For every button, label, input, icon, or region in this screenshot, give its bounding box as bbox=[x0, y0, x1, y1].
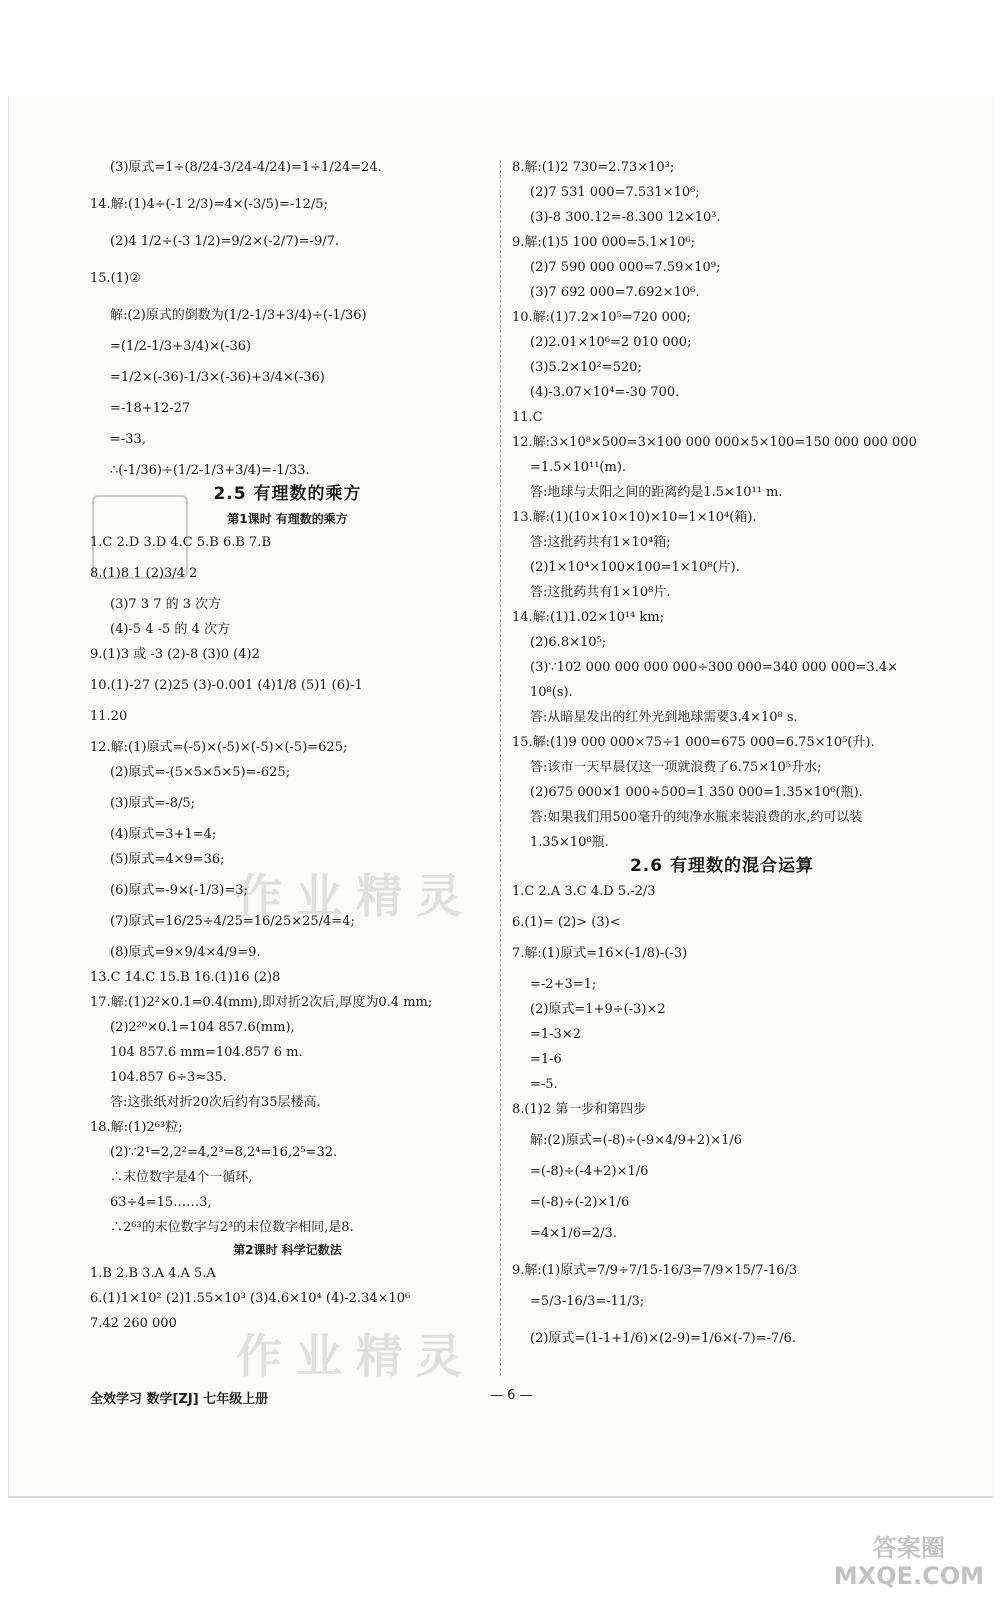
text-line: 9.(1)3 或 -3 (2)-8 (3)0 (4)2 bbox=[90, 647, 260, 662]
text-line: =-33, bbox=[110, 432, 146, 447]
text-line: 答:这批药共有1×10⁴箱; bbox=[530, 535, 671, 550]
text-line: =-2+3=1; bbox=[530, 977, 597, 992]
text-line: (2)7 590 000 000=7.59×10⁹; bbox=[530, 260, 721, 275]
text-line: 答:地球与太阳之间的距离约是1.5×10¹¹ m. bbox=[530, 485, 783, 500]
text-line: 7.解:(1)原式=16×(-1/8)-(-3) bbox=[512, 946, 688, 961]
left-column bbox=[90, 160, 485, 1331]
text-line: 11.C bbox=[512, 410, 543, 425]
text-line: =1-3×2 bbox=[530, 1027, 581, 1042]
text-line: =1/2×(-36)-1/3×(-36)+3/4×(-36) bbox=[110, 370, 325, 385]
text-line: (3)原式=1÷(8/24-3/24-4/24)=1÷1/24=24. bbox=[110, 160, 382, 175]
text-line: (3)原式=-8/5; bbox=[110, 796, 196, 811]
text-line: 11.20 bbox=[90, 709, 128, 724]
text-line: 8.(1)2 第一步和第四步 bbox=[512, 1102, 647, 1117]
text-line: 17.解:(1)2²×0.1=0.4(mm),即对折2次后,厚度为0.4 mm; bbox=[90, 995, 433, 1010]
text-line: 答:从暗星发出的红外光到地球需要3.4×10⁸ s. bbox=[530, 710, 798, 725]
page-footer bbox=[90, 1388, 920, 1407]
text-line: 10⁸(s). bbox=[530, 685, 573, 700]
text-line: 9.解:(1)5 100 000=5.1×10⁶; bbox=[512, 235, 695, 250]
text-line: (2)2²⁰×0.1=104 857.6(mm), bbox=[110, 1020, 295, 1035]
text-line: (4)-3.07×10⁴=-30 700. bbox=[530, 385, 680, 400]
text-line: 9.解:(1)原式=7/9÷7/15-16/3=7/9×15/7-16/3 bbox=[512, 1263, 798, 1278]
text-line: 10.解:(1)7.2×10⁵=720 000; bbox=[512, 310, 691, 325]
lesson-title: 第1课时 有理数的乘方 bbox=[227, 512, 348, 526]
watermark-1: 作业精灵 bbox=[236, 869, 476, 923]
text-line: ∴2⁶³的末位数字与2³的末位数字相同,是8. bbox=[110, 1220, 354, 1235]
text-line: (6)原式=-9×(-1/3)=3; bbox=[110, 883, 248, 898]
text-line: =4×1/6=2/3. bbox=[530, 1226, 617, 1241]
text-line: 答:这批药共有1×10⁸片. bbox=[530, 585, 671, 600]
text-line: (2)∵2¹=2,2²=4,2³=8,2⁴=16,2⁵=32. bbox=[110, 1145, 338, 1160]
logo-text: 答案圈 MXQE.COM bbox=[833, 1534, 984, 1590]
text-line: 12.解:(1)原式=(-5)×(-5)×(-5)×(-5)=625; bbox=[90, 740, 348, 755]
text-line: 6.(1)1×10² (2)1.55×10³ (3)4.6×10⁴ (4)-2.34×10⁶ bbox=[90, 1291, 411, 1306]
text-line: (3)7 3 7 的 3 次方 bbox=[110, 597, 222, 612]
text-line: ∴末位数字是4个一循环, bbox=[110, 1170, 253, 1185]
text-line: =5/3-16/3=-11/3; bbox=[530, 1294, 645, 1309]
text-line: 6.(1)= (2)> (3)< bbox=[512, 915, 621, 930]
text-line: =(-8)÷(-4+2)×1/6 bbox=[530, 1164, 649, 1179]
text-line: (2)1×10⁴×100×100=1×10⁸(片). bbox=[530, 560, 740, 575]
text-line: 1.B 2.B 3.A 4.A 5.A bbox=[90, 1266, 216, 1281]
text-line: =-18+12-27 bbox=[110, 401, 191, 416]
text-line: 答:该市一天早晨仅这一项就浪费了6.75×10⁵升水; bbox=[530, 760, 822, 775]
text-line: (2)2.01×10⁶=2 010 000; bbox=[530, 335, 692, 350]
text-line: ∴(-1/36)÷(1/2-1/3+3/4)=-1/33. bbox=[110, 463, 310, 478]
text-line: 1.C 2.D 3.D 4.C 5.B 6.B 7.B bbox=[90, 535, 272, 550]
column-divider bbox=[500, 160, 501, 1376]
text-line: =1-6 bbox=[530, 1052, 562, 1067]
text-line: (2)原式=1+9÷(-3)×2 bbox=[530, 1002, 666, 1017]
section-title: 2.5 有理数的乘方 bbox=[213, 484, 362, 504]
text-line: 13.解:(1)(10×10×10)×10=1×10⁴(箱). bbox=[512, 510, 757, 525]
text-line: 1.35×10⁶瓶. bbox=[530, 835, 609, 850]
text-line: 1.C 2.A 3.C 4.D 5.-2/3 bbox=[512, 884, 656, 899]
text-line: (8)原式=9×9/4×4/9=9. bbox=[110, 945, 261, 960]
text-line: (2)原式=(1-1+1/6)×(2-9)=1/6×(-7)=-7/6. bbox=[530, 1331, 797, 1346]
text-line: 15.(1)② bbox=[90, 271, 141, 286]
text-line: (4)-5 4 -5 的 4 次方 bbox=[110, 622, 230, 637]
text-line: (4)原式=3+1=4; bbox=[110, 827, 217, 842]
text-line: 解:(2)原式的倒数为(1/2-1/3+3/4)÷(-1/36) bbox=[110, 308, 367, 323]
text-line: 7.42 260 000 bbox=[90, 1316, 177, 1331]
text-line: (2)7 531 000=7.531×10⁶; bbox=[530, 185, 700, 200]
lesson-title: 第2课时 科学记数法 bbox=[233, 1243, 342, 1257]
text-line: =1.5×10¹¹(m). bbox=[530, 460, 627, 475]
text-line: =(-8)÷(-2)×1/6 bbox=[530, 1195, 630, 1210]
text-line: (3)5.2×10²=520; bbox=[530, 360, 642, 375]
text-line: (2)4 1/2÷(-3 1/2)=9/2×(-2/7)=-9/7. bbox=[110, 234, 339, 249]
page-number: — 6 — bbox=[490, 1388, 533, 1403]
text-line: (7)原式=16/25÷4/25=16/25×25/4=4; bbox=[110, 914, 355, 929]
book-title: 全效学习 数学[ZJ] 七年级上册 bbox=[90, 1392, 269, 1407]
text-line: (3)∵102 000 000 000 000÷300 000=340 000 000=3.4× bbox=[530, 660, 898, 675]
text-line: =-5. bbox=[530, 1077, 558, 1092]
watermark-2: 作业精灵 bbox=[236, 1329, 476, 1383]
section-title: 2.6 有理数的混合运算 bbox=[629, 856, 815, 876]
text-line: 104 857.6 mm=104.857 6 m. bbox=[110, 1045, 303, 1060]
text-line: 答:如果我们用500毫升的纯净水瓶来装浪费的水,约可以装 bbox=[530, 810, 863, 825]
text-line: 8.(1)8 1 (2)3/4 2 bbox=[90, 566, 198, 581]
text-line: (2)6.8×10⁵; bbox=[530, 635, 607, 650]
text-line: 14.解:(1)1.02×10¹⁴ km; bbox=[512, 610, 664, 625]
text-line: 答:这张纸对折20次后约有35层楼高. bbox=[110, 1095, 321, 1110]
right-column bbox=[512, 160, 932, 1346]
text-line: =(1/2-1/3+3/4)×(-36) bbox=[110, 339, 252, 354]
text-line: 104.857 6÷3≈35. bbox=[110, 1070, 227, 1085]
text-line: (5)原式=4×9=36; bbox=[110, 852, 225, 867]
text-line: (3)-8 300.12=-8.300 12×10³. bbox=[530, 210, 721, 225]
text-line: 13.C 14.C 15.B 16.(1)16 (2)8 bbox=[90, 970, 281, 985]
text-line: 63÷4=15……3, bbox=[110, 1195, 212, 1210]
text-line: (3)7 692 000=7.692×10⁶. bbox=[530, 285, 700, 300]
text-line: 15.解:(1)9 000 000×75÷1 000=675 000=6.75×10⁵(升). bbox=[512, 735, 875, 750]
text-line: (2)675 000×1 000÷500=1 350 000=1.35×10⁶(瓶). bbox=[530, 785, 863, 800]
text-line: 10.(1)-27 (2)25 (3)-0.001 (4)1/8 (5)1 (6)-1 bbox=[90, 678, 363, 693]
text-line: 12.解:3×10⁸×500=3×100 000 000×5×100=150 000 000 000 bbox=[512, 435, 917, 450]
text-line: 解:(2)原式=(-8)÷(-9×4/9+2)×1/6 bbox=[530, 1133, 742, 1148]
text-line: (2)原式=-(5×5×5×5)=-625; bbox=[110, 765, 291, 780]
text-line: 8.解:(1)2 730=2.73×10³; bbox=[512, 160, 675, 175]
text-line: 18.解:(1)2⁶³粒; bbox=[90, 1120, 183, 1135]
text-line: 14.解:(1)4÷(-1 2/3)=4×(-3/5)=-12/5; bbox=[90, 197, 328, 212]
corner-logo bbox=[834, 1534, 984, 1590]
